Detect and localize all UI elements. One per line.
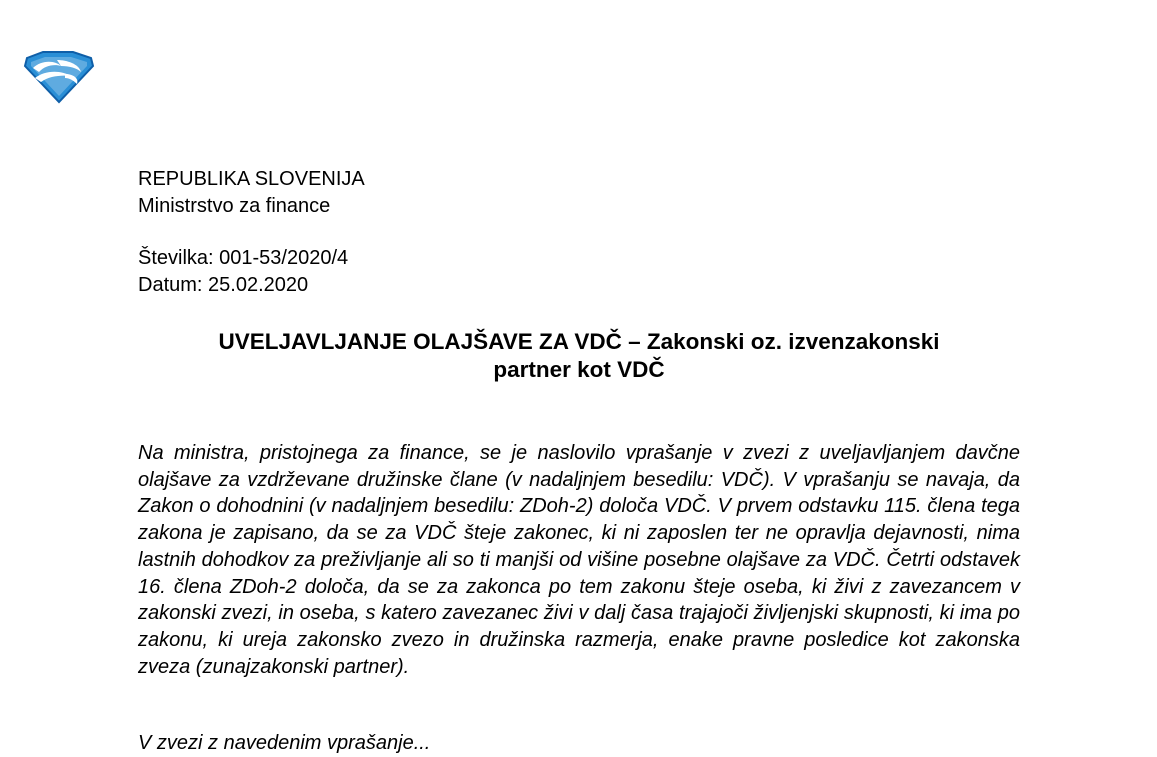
title-line-1: UVELJAVLJANJE OLAJŠAVE ZA VDČ – Zakonski oz. izvenzakonski xyxy=(218,329,940,354)
document-date: Datum: 25.02.2020 xyxy=(138,274,309,296)
ministry-name: Ministrstvo za finance xyxy=(138,195,331,217)
country-name: REPUBLIKA SLOVENIJA xyxy=(138,168,365,190)
document-title xyxy=(138,328,1020,384)
title-line-2: partner kot VDČ xyxy=(493,357,665,382)
body-paragraph-1: Na ministra, pristojnega za finance, se je naslovilo vprašanje v zvezi z uveljavljanjem davčne olajšave za vzdrževane družinske člane (v nadaljnjem besedilu: VDČ). V vprašanju se navaja, da Zakon o dohodnini (v nadaljnjem besedilu: ZDoh-2) določa VDČ. V prvem odstavku 115. člena tega zakona je zapisano, da se za VDČ šteje zakonec, ki ni zaposlen ter ne opravlja dejavnosti, nima lastnih dohodkov za preživljanje ali so ti manjši od višine posebne olajšave za VDČ. Četrti odstavek 16. člena ZDoh-2 določa, da se za zakonca po tem zakonu šteje oseba, ki živi z zavezancem v zakonski zvezi, in oseba, s katero zavezanec živi v dalj časa trajajoči življenjski skupnosti, ki ima po zakonu, ki ureja zakonsko zvezo in družinska razmerja, enake pravne posledice kot zakonska zveza (zunajzakonski partner). xyxy=(138,442,1020,678)
issuer-block xyxy=(138,166,365,220)
ministry-logo xyxy=(21,48,95,104)
body-paragraph-2-partial: V zvezi z navedenim vprašanje... xyxy=(138,732,431,754)
document-number: Številka: 001-53/2020/4 xyxy=(138,247,349,269)
document-meta xyxy=(138,245,348,299)
logo-emblem-icon xyxy=(21,48,95,104)
